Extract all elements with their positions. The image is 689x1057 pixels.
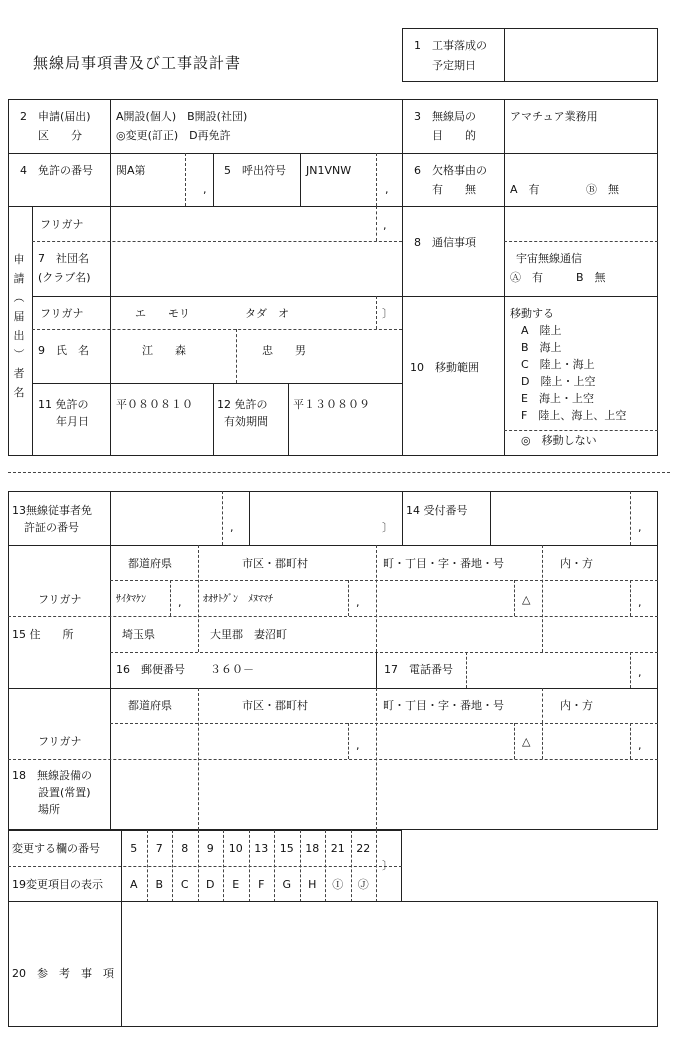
change-item-letter[interactable]: D (206, 878, 215, 891)
divider (504, 241, 658, 242)
divider (288, 383, 289, 456)
change-item-letter[interactable]: Ⓘ (332, 878, 344, 891)
movement-option-e[interactable]: E 海上・上空 (510, 392, 594, 405)
divider (630, 580, 631, 616)
name-furigana-bracket: 〕 (382, 307, 393, 320)
communication-label: 8 通信事項 (414, 236, 476, 249)
name-label: 9 氏 名 (38, 344, 89, 357)
divider (376, 206, 377, 241)
divider (110, 580, 658, 581)
movement-range-label: 10 移動範囲 (410, 361, 479, 374)
equipment-location-label-3: 場所 (38, 803, 60, 816)
divider (348, 580, 349, 616)
call-sign-comma: , (385, 183, 389, 196)
completion-date-field[interactable] (506, 30, 656, 80)
divider (8, 759, 658, 760)
divider (504, 99, 505, 296)
application-type-option-2[interactable]: ◎変更(訂正) D再免許 (116, 129, 231, 142)
divider (504, 430, 658, 431)
club-name-label-1: 7 社団名 (38, 252, 89, 265)
club-furigana-label: フリガナ (40, 218, 84, 231)
completion-date-label-2: 予定期日 (432, 59, 476, 72)
change-items-label: 19変更項目の表示 (12, 878, 103, 891)
disqualification-label-1: 6 欠格事由の (414, 164, 487, 177)
disqualification-option-a[interactable]: A 有 (510, 183, 540, 196)
divider (32, 329, 402, 330)
divider (110, 491, 111, 830)
divider (170, 580, 171, 616)
license-number-comma: , (203, 183, 207, 196)
phone-label: 17 電話番号 (384, 663, 453, 676)
station-purpose-value[interactable]: アマチュア業務用 (510, 110, 598, 123)
disqualification-option-b[interactable]: Ⓑ 無 (586, 183, 619, 196)
change-item-letter[interactable]: C (180, 878, 189, 891)
space-comm-label: 宇宙無線通信 (516, 252, 582, 265)
change-field-number[interactable]: 15 (279, 842, 294, 855)
operator-license-label-2: 許証の番号 (24, 521, 79, 534)
divider (376, 652, 377, 688)
divider (8, 688, 658, 689)
kana-city-value[interactable]: ｵｵｻﾄｸﾞﾝ ﾒﾇﾏﾏﾁ (203, 594, 273, 605)
club-name-field[interactable] (112, 243, 400, 294)
divider (300, 153, 301, 206)
address-label: 15 住 所 (12, 628, 74, 641)
change-fields-label: 変更する欄の番号 (12, 842, 100, 855)
movement-option-d[interactable]: D 陸上・上空 (510, 375, 596, 388)
change-item-letter[interactable]: F (258, 878, 265, 891)
divider (110, 153, 111, 206)
given-name-value[interactable]: 忠 男 (262, 344, 306, 357)
divider (8, 153, 658, 154)
divider (8, 866, 402, 867)
remarks-label: 20 参 考 事 項 (12, 967, 114, 980)
divider (32, 241, 402, 242)
space-comm-options[interactable]: Ⓐ 有 B 無 (510, 271, 606, 284)
divider (8, 616, 658, 617)
form-title: 無線局事項書及び工事設計書 (33, 54, 242, 72)
divider (32, 206, 33, 456)
kana-comma-2: , (356, 596, 360, 609)
address-town-field[interactable] (378, 618, 540, 650)
equip-comma-1: , (356, 739, 360, 752)
receipt-number-label: 14 受付番号 (406, 504, 468, 517)
application-type-label-2: 区 分 (38, 129, 82, 142)
station-purpose-label-1: 3 無線局の (414, 110, 476, 123)
change-field-number[interactable]: 7 (155, 842, 163, 855)
address-pref-value[interactable]: 埼玉県 (122, 628, 155, 641)
divider (542, 688, 543, 723)
operator-license-label-1: 13無線従事者免 (12, 504, 92, 517)
call-sign-value[interactable]: JN1VNW (306, 164, 352, 177)
divider (542, 545, 543, 652)
equip-town-header: 町・丁目・字・番地・号 (383, 699, 504, 712)
addr-town-header: 町・丁目・字・番地・号 (383, 557, 504, 570)
postal-code-label: 16 郵便番号 (116, 663, 185, 676)
license-number-value[interactable]: 関A第 (116, 164, 146, 177)
completion-date-label-1: 1 工事落成の (414, 39, 487, 52)
license-date-value[interactable]: 平０８０８１０ (116, 398, 193, 411)
change-item-letter[interactable]: B (155, 878, 164, 891)
divider (8, 545, 658, 546)
divider (630, 491, 631, 545)
change-field-number[interactable]: 18 (305, 842, 320, 855)
divider (110, 652, 658, 653)
change-item-letter[interactable]: E (232, 878, 240, 891)
divider (542, 723, 543, 759)
change-item-letter[interactable]: H (308, 878, 317, 891)
name-furigana-label: フリガナ (40, 307, 84, 320)
divider (630, 723, 631, 759)
divider (630, 652, 631, 688)
movement-option-f[interactable]: F 陸上、海上、上空 (510, 409, 627, 422)
kana-pref-value[interactable]: ｻｲﾀﾏｹﾝ (116, 594, 146, 605)
kana-comma-1: , (178, 596, 182, 609)
change-field-number[interactable]: 10 (228, 842, 243, 855)
change-field-number[interactable]: 22 (356, 842, 371, 855)
divider (8, 206, 658, 207)
change-fields-bracket: 〕 (382, 859, 393, 872)
surname-value[interactable]: 江 森 (142, 344, 186, 357)
divider (514, 580, 515, 616)
applicant-vertical-label: 申 請 ︵ 届 出 ︶ 者 名 (13, 253, 25, 399)
change-item-letter[interactable]: A (129, 878, 138, 891)
license-date-label-2: 年月日 (56, 415, 89, 428)
kana-comma-3: , (638, 596, 642, 609)
divider (504, 296, 505, 456)
divider (32, 296, 658, 297)
club-name-label-2: (クラブ名) (38, 271, 91, 284)
equipment-location-field[interactable] (112, 761, 656, 828)
station-purpose-label-2: 目 的 (432, 129, 476, 142)
divider (504, 28, 505, 82)
divider (213, 153, 214, 206)
disqualification-label-2: 有 無 (432, 183, 476, 196)
divider (490, 491, 491, 545)
address-furigana-label: フリガナ (38, 593, 82, 606)
validity-value[interactable]: 平１３０８０９ (293, 398, 370, 411)
equip-triangle: △ (522, 735, 531, 748)
addr-room-header: 内・方 (560, 557, 593, 570)
receipt-number-comma: , (638, 521, 642, 534)
phone-comma: , (638, 666, 642, 679)
movement-option-0[interactable]: 移動する (510, 307, 554, 320)
address-city-value[interactable]: 大里郡 妻沼町 (210, 628, 287, 641)
equip-room-header: 内・方 (560, 699, 593, 712)
addr-pref-header: 都道府県 (128, 557, 172, 570)
change-field-number[interactable]: 9 (206, 842, 214, 855)
equip-pref-header: 都道府県 (128, 699, 172, 712)
operator-license-bracket: 〕 (382, 521, 393, 534)
divider (198, 545, 199, 652)
divider (110, 206, 111, 456)
equipment-location-label-2: 設置(常置) (38, 786, 91, 799)
divider (222, 491, 223, 545)
divider (402, 99, 403, 456)
divider (514, 723, 515, 759)
change-item-letter[interactable]: Ⓙ (357, 878, 369, 891)
change-item-letter[interactable]: G (282, 878, 292, 891)
application-type-option-1[interactable]: A開設(個人) B開設(社団) (116, 110, 248, 123)
operator-license-comma: , (230, 521, 234, 534)
movement-option-none[interactable]: ◎ 移動しない (510, 434, 597, 447)
change-field-number[interactable]: 5 (130, 842, 138, 855)
divider (236, 329, 237, 383)
remarks-field[interactable] (123, 903, 656, 1025)
divider (32, 383, 402, 384)
section-separator (8, 472, 670, 473)
addr-city-header: 市区・郡町村 (242, 557, 308, 570)
postal-code-value[interactable]: ３６０－ (210, 663, 254, 676)
license-number-label: 4 免許の番号 (20, 164, 93, 177)
kana-triangle: △ (522, 593, 531, 606)
equip-furigana-label: フリガナ (38, 735, 82, 748)
call-sign-label: 5 呼出符号 (224, 164, 286, 177)
change-field-number[interactable]: 13 (254, 842, 269, 855)
equipment-location-label-1: 18 無線設備の (12, 769, 92, 782)
club-comma: , (383, 219, 387, 232)
equip-city-header: 市区・郡町村 (242, 699, 308, 712)
divider (376, 545, 377, 652)
divider (185, 153, 186, 206)
divider (466, 652, 467, 688)
license-date-label-1: 11 免許の (38, 398, 89, 411)
divider (402, 491, 403, 545)
divider (213, 383, 214, 456)
movement-option-b[interactable]: B 海上 (510, 341, 562, 354)
divider (249, 491, 250, 545)
divider (110, 723, 658, 724)
movement-option-a[interactable]: A 陸上 (510, 324, 562, 337)
divider (376, 830, 377, 902)
application-type-label-1: 2 申請(届出) (20, 110, 91, 123)
equip-comma-2: , (638, 739, 642, 752)
change-field-number[interactable]: 21 (330, 842, 345, 855)
divider (110, 99, 111, 153)
change-field-number[interactable]: 8 (181, 842, 189, 855)
validity-label-1: 12 免許の (217, 398, 268, 411)
divider (121, 901, 122, 1027)
divider (376, 296, 377, 329)
validity-label-2: 有効期間 (224, 415, 268, 428)
movement-option-c[interactable]: C 陸上・海上 (510, 358, 595, 371)
name-furigana-value[interactable]: エ モリ タダ オ (135, 307, 289, 320)
divider (376, 153, 377, 206)
divider (348, 723, 349, 759)
